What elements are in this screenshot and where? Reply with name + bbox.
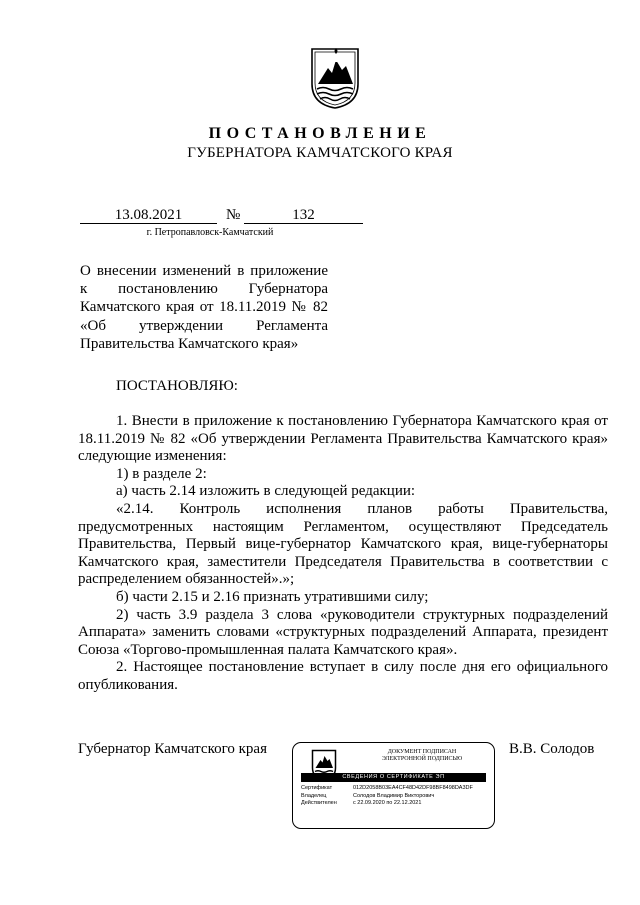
signatory-position: Губернатор Камчатского края (78, 741, 267, 757)
subject-line: «Об утверждении Регламента (80, 317, 328, 334)
body-line: предусмотренных настоящим Регламентом, осуществляют Председатель (78, 518, 608, 535)
document-subject (80, 262, 328, 353)
valid-value: с 22.09.2020 по 22.12.2021 (353, 800, 422, 806)
certificate-info (301, 785, 473, 808)
electronic-signature-stamp (292, 742, 495, 829)
body-line: «2.14. Контроль исполнения планов работы Правительства, (116, 500, 608, 517)
owner-value: Солодов Владимир Викторович (353, 792, 435, 799)
body-line: распределением обязанностей».»; (78, 571, 295, 588)
body-line: а) часть 2.14 изложить в следующей редакции: (116, 483, 416, 500)
body-line: 2. Настоящее постановление вступает в силу после дня его официального (116, 659, 608, 676)
subject-line: Камчатского края от 18.11.2019 № 82 (80, 299, 328, 316)
issue-city: г. Петропавловск-Камчатский (146, 227, 274, 238)
cert-label: Сертификат (301, 785, 333, 791)
body-line: Камчатского края, заместители Председателя Правительства в соответствии с (78, 553, 608, 570)
subject-line: к постановлению Губернатора (80, 281, 328, 298)
valid-label: Действителен (301, 800, 337, 806)
document-type-title: ПОСТАНОВЛЕНИЕ (208, 125, 432, 142)
stamp-heading-line: ЭЛЕКТРОННОЙ ПОДПИСЬЮ (381, 756, 463, 762)
body-line: Аппарата» заменить словами «структурных подразделений Аппарата, президент (78, 624, 608, 641)
document-date: 13.08.2021 (80, 207, 217, 224)
number-sign: № (226, 207, 241, 223)
body-line: опубликования. (78, 676, 178, 693)
certificate-info-header: СВЕДЕНИЯ О СЕРТИФИКАТЕ ЭП (301, 773, 486, 782)
body-line: 1) в разделе 2: (116, 465, 207, 482)
coat-of-arms-emblem (309, 46, 361, 110)
decree-word: ПОСТАНОВЛЯЮ: (116, 378, 238, 394)
document-body (78, 413, 608, 695)
subject-line: Правительства Камчатского края» (80, 335, 299, 352)
body-line: следующие изменения: (78, 448, 227, 465)
owner-label: Владелец (301, 792, 327, 799)
body-line: Правительства, Первый вице-губернатор Камчатского края, вице-губернаторы (78, 536, 608, 553)
body-line: 2) часть 3.9 раздела 3 слова «руководители структурных подразделений (116, 606, 608, 623)
body-line: 18.11.2019 № 82 «Об утверждении Регламента Правительства Камчатского края» (78, 430, 608, 447)
issuer-title: ГУБЕРНАТОРА КАМЧАТСКОГО КРАЯ (187, 145, 453, 161)
body-line: 1. Внести в приложение к постановлению Губернатора Камчатского края от (116, 413, 608, 429)
signatory-name: В.В. Солодов (509, 741, 595, 757)
stamp-heading (353, 749, 491, 763)
cert-value: 012D2058B03EA4CF48D42DF98BF8498DA3DF (353, 785, 473, 791)
subject-line: О внесении изменений в приложение (80, 263, 328, 279)
document-number: 132 (244, 207, 363, 224)
body-line: б) части 2.15 и 2.16 признать утратившими силу; (116, 588, 429, 605)
body-line: Союза «Торгово-промышленная палата Камчатского края». (78, 641, 458, 658)
stamp-heading-line: ДОКУМЕНТ ПОДПИСАН (387, 749, 457, 755)
